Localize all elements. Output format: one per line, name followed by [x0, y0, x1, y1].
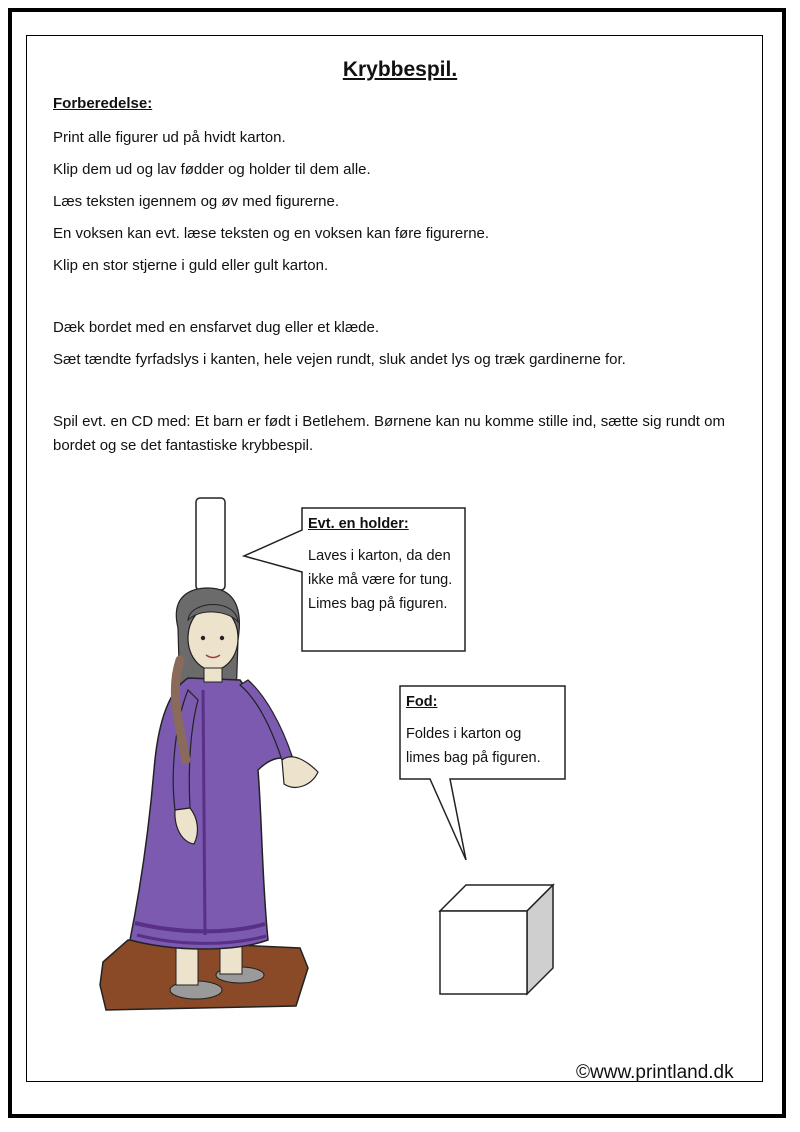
page-title: Krybbespil.	[342, 58, 458, 81]
preparation-line: Print alle figurer ud på hvidt karton.	[53, 129, 286, 146]
holder-illustration	[196, 498, 225, 590]
preparation-line: En voksen kan evt. læse teksten og en voksen kan føre figurerne.	[53, 225, 490, 242]
setup-line: Sæt tændte fyrfadslys i kanten, hele vejen rundt, sluk andet lys og træk gardinerne for.	[53, 351, 626, 368]
foot-cube-illustration	[440, 885, 553, 994]
music-paragraph: Spil evt. en CD med: Et barn er født i Betlehem. Børnene kan nu komme stille ind, sætte sig rundt om bordet og se det fantastiske krybbespil.	[53, 413, 725, 454]
foot-callout-line: Foldes i karton og	[406, 726, 522, 742]
foot-callout	[406, 690, 541, 770]
preparation-line: Klip dem ud og lav fødder og holder til dem alle.	[53, 161, 371, 178]
girl-figure-illustration	[100, 588, 318, 1010]
holder-callout-line: Laves i karton, da den	[308, 548, 451, 564]
holder-callout	[308, 512, 452, 616]
preparation-heading: Forberedelse:	[53, 95, 153, 112]
foot-callout-heading: Fod:	[406, 694, 438, 710]
foot-callout-line: limes bag på figuren.	[406, 750, 541, 766]
setup-line: Dæk bordet med en ensfarvet dug eller et klæde.	[53, 319, 380, 336]
preparation-line: Læs teksten igennem og øv med figurerne.	[53, 193, 339, 210]
copyright-credit: ©www.printland.dk	[576, 1062, 734, 1083]
holder-callout-line: ikke må være for tung.	[308, 572, 453, 588]
holder-callout-line: Limes bag på figuren.	[308, 596, 448, 612]
preparation-line: Klip en stor stjerne i guld eller gult karton.	[53, 257, 329, 274]
holder-callout-heading: Evt. en holder:	[308, 516, 409, 532]
